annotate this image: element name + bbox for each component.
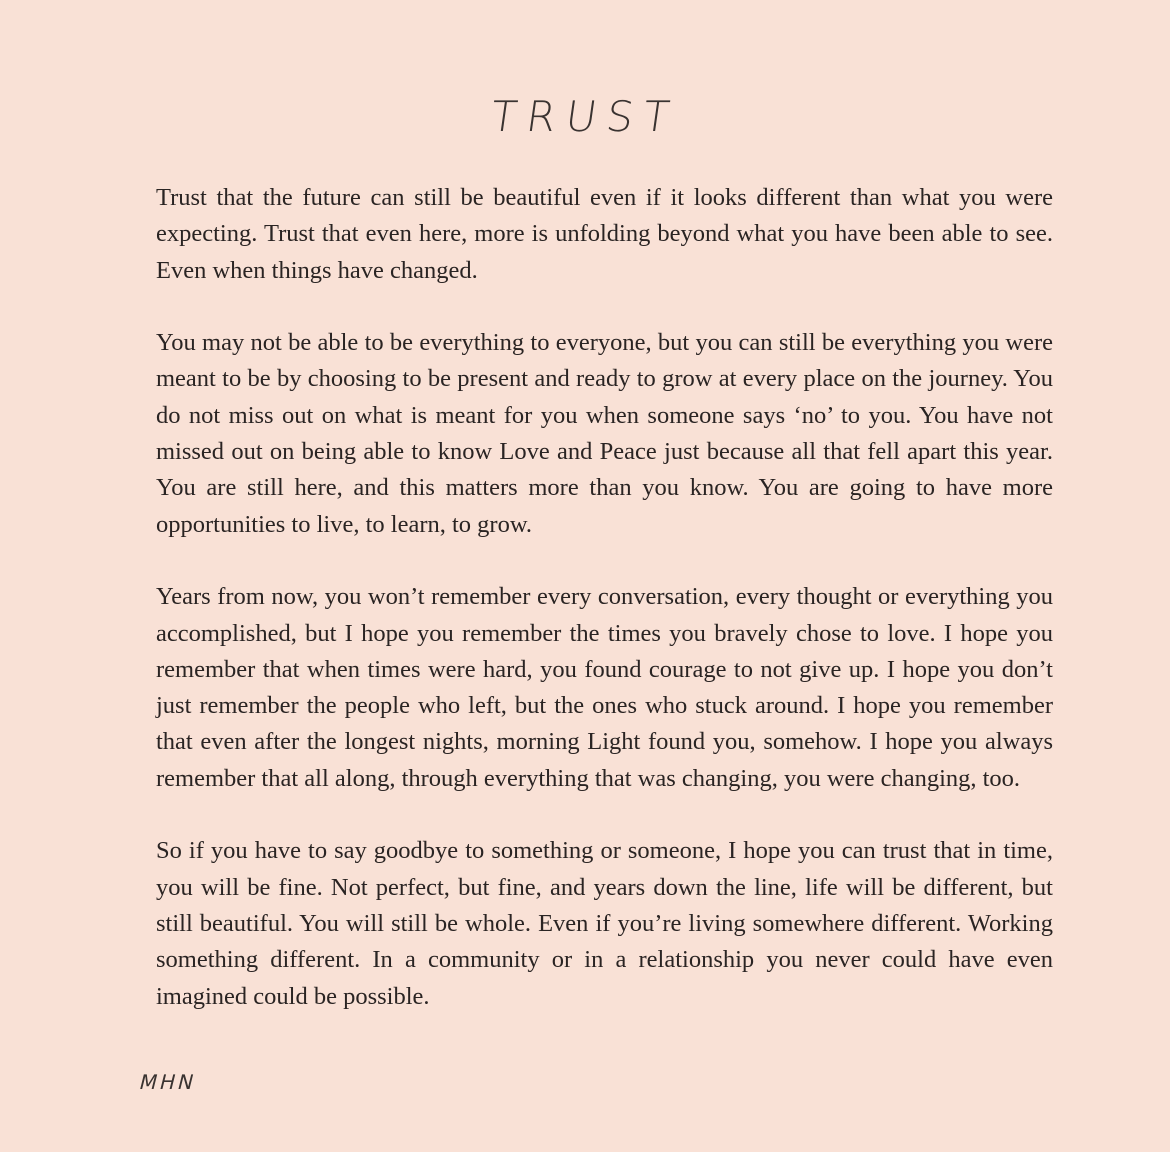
paragraph-3: Years from now, you won’t remember every conversation, every thought or everything you accomplished, but I hope you remember the times you bravely chose to love. I hope you remember that when times were hard, you found courage to not give up. I hope you don’t just remember the people who left, but the ones who stuck around. I hope you remember that even after the longest nights, morning Light found you, somehow. I hope you always remember that all along, through everything that was changing, you were changing, too. [156,583,1053,792]
author-signature: MHN [137,1070,200,1094]
paragraph-1: Trust that the future can still be beautiful even if it looks different than what you were expecting. Trust that even here, more is unfolding beyond what you have been able to see. Even when things have changed. [156,184,1053,284]
poem-title: TRUST [487,92,683,141]
poem-body [156,180,1053,1051]
paragraph-2: You may not be able to be everything to everyone, but you can still be everything you were meant to be by choosing to be present and ready to grow at every place on the journey. You do not miss out on what is meant for you when someone says ‘no’ to you. You have not missed out on being able to know Love and Peace just because all that fell apart this year. You are still here, and this matters more than you know. You are going to have more opportunities to live, to learn, to grow. [156,329,1053,538]
paragraph-4: So if you have to say goodbye to something or someone, I hope you can trust that in time, you will be fine. Not perfect, but fine, and years down the line, life will be different, but still beautiful. You will still be whole. Even if you’re living somewhere different. Working something different. In a community or in a relationship you never could have even imagined could be possible. [156,837,1053,1010]
